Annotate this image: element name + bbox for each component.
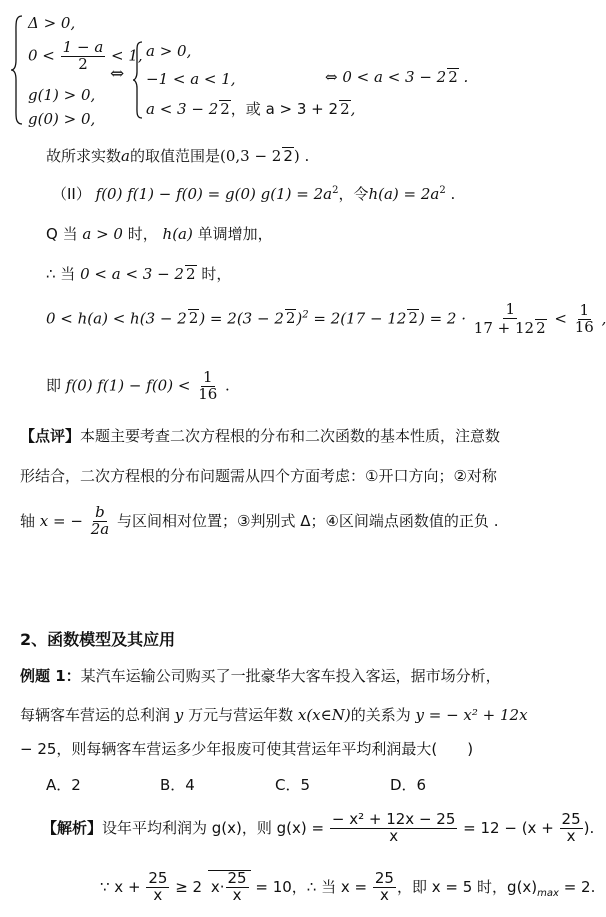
option-d[interactable]: D．6: [390, 776, 427, 794]
example-line-1: 例题 1：某汽车运输公司购买了一批豪华大客车投入客运，据市场分析，: [20, 667, 501, 685]
fraction: $\frac{1 - a}{2}$: [62, 38, 104, 73]
fraction: $\frac{1}{17 + 12 2}$: [473, 300, 546, 337]
fraction: $\frac{b}{2a}$: [90, 503, 110, 538]
example-line-2: 每辆客车营运的总利润 y 万元与营运年数 x(x∈N)的关系为 y = − x² + 12x: [20, 706, 528, 724]
range-conclusion: 故所求实数a的取值范围是(0,3 − 2 2) .: [46, 147, 310, 165]
example-label: 例题 1：: [20, 667, 81, 685]
option-b[interactable]: B．4: [160, 776, 195, 794]
comment-line-1: 【点评】本题主要考查二次方程根的分布和二次函数的基本性质，注意数: [20, 427, 501, 445]
inequality-chain: 0 < h(a) < h(3 − 2 2) = 2(3 − 2 2)$^2$ = 2(17 − 12 2) = 2 · $\frac{1}{17 + 12 2}$ < $\frac{1}{16}$ ,: [46, 300, 606, 337]
square-root: x· $\frac{25}{x}$: [208, 870, 251, 904]
middle-brace-icon: [132, 40, 144, 120]
comment-line-3: 轴 x = − $\frac{b}{2a}$ 与区间相对位置；③判别式 Δ；④区间端点函数值的正负 .: [20, 503, 499, 538]
fraction: $\frac{25}{x}$: [374, 869, 394, 904]
iff-arrow: ⇔: [110, 64, 125, 84]
since-line: Q 当 a > 0 时， h(a) 单调增加，: [46, 225, 273, 243]
therefore-line: ∴ 当 0 < a < 3 − 2 2 时，: [46, 265, 232, 283]
example-line-3: − 25，则每辆客车营运多少年报废可使其营运年平均利润最大( ): [20, 740, 474, 758]
fraction: $\frac{1}{16}$: [574, 301, 594, 336]
comment-label: 【点评】: [20, 427, 81, 445]
analysis-line: 【解析】设年平均利润为 g(x)，则 g(x) = $\frac{\text{− x² + 12x − 25}}{x}$ = 12 − (x + $\frac{25}{x}$ ).: [42, 810, 595, 845]
fraction: $\frac{25}{x}$: [561, 810, 581, 845]
mid-condition-3: a < 3 − 2 2，或 a > 3 + 2 2,: [146, 100, 356, 118]
part-two-label: （II）: [52, 185, 91, 203]
left-brace-icon: [10, 14, 24, 126]
range-equivalence: ⇔ 0 < a < 3 − 2 2 .: [325, 68, 469, 86]
conclusion-line: 即 f(0) f(1) − f(0) < $\frac{1}{16}$ .: [46, 368, 230, 403]
final-line: ∵ x + $\frac{25}{x}$ ≥ 2 x· $\frac{25}{x}$ = 10，∴ 当 x = $\frac{25}{x}$ ，即 x = 5 时，$g(x)_{max} = 2$.: [100, 869, 596, 904]
condition-g0: g(0) > 0,: [28, 110, 96, 128]
fraction: $\frac{25}{x}$: [148, 869, 168, 904]
mid-condition-2: −1 < a < 1,: [146, 70, 236, 88]
condition-g1: g(1) > 0,: [28, 86, 96, 104]
analysis-label: 【解析】: [42, 818, 103, 837]
condition-discriminant: Δ > 0,: [28, 14, 76, 32]
option-a[interactable]: A．2: [46, 776, 81, 794]
mid-condition-1: a > 0,: [146, 42, 192, 60]
option-c[interactable]: C．5: [275, 776, 311, 794]
fraction: $\frac{\text{− x² + 12x − 25}}{x}$: [331, 810, 456, 845]
fraction: $\frac{1}{16}$: [198, 368, 218, 403]
condition-fraction: 0 < $\frac{1 - a}{2}$ < 1,: [28, 38, 143, 73]
comment-line-2: 形结合，二次方程根的分布问题需从四个方面考虑：①开口方向；②对称: [20, 467, 497, 485]
part-two-line: （II） f(0) f(1) − f(0) = g(0) $g(1) = 2a^2$，令$h(a) = 2a^2$ .: [52, 185, 456, 203]
section-title: 2、函数模型及其应用: [20, 630, 176, 649]
